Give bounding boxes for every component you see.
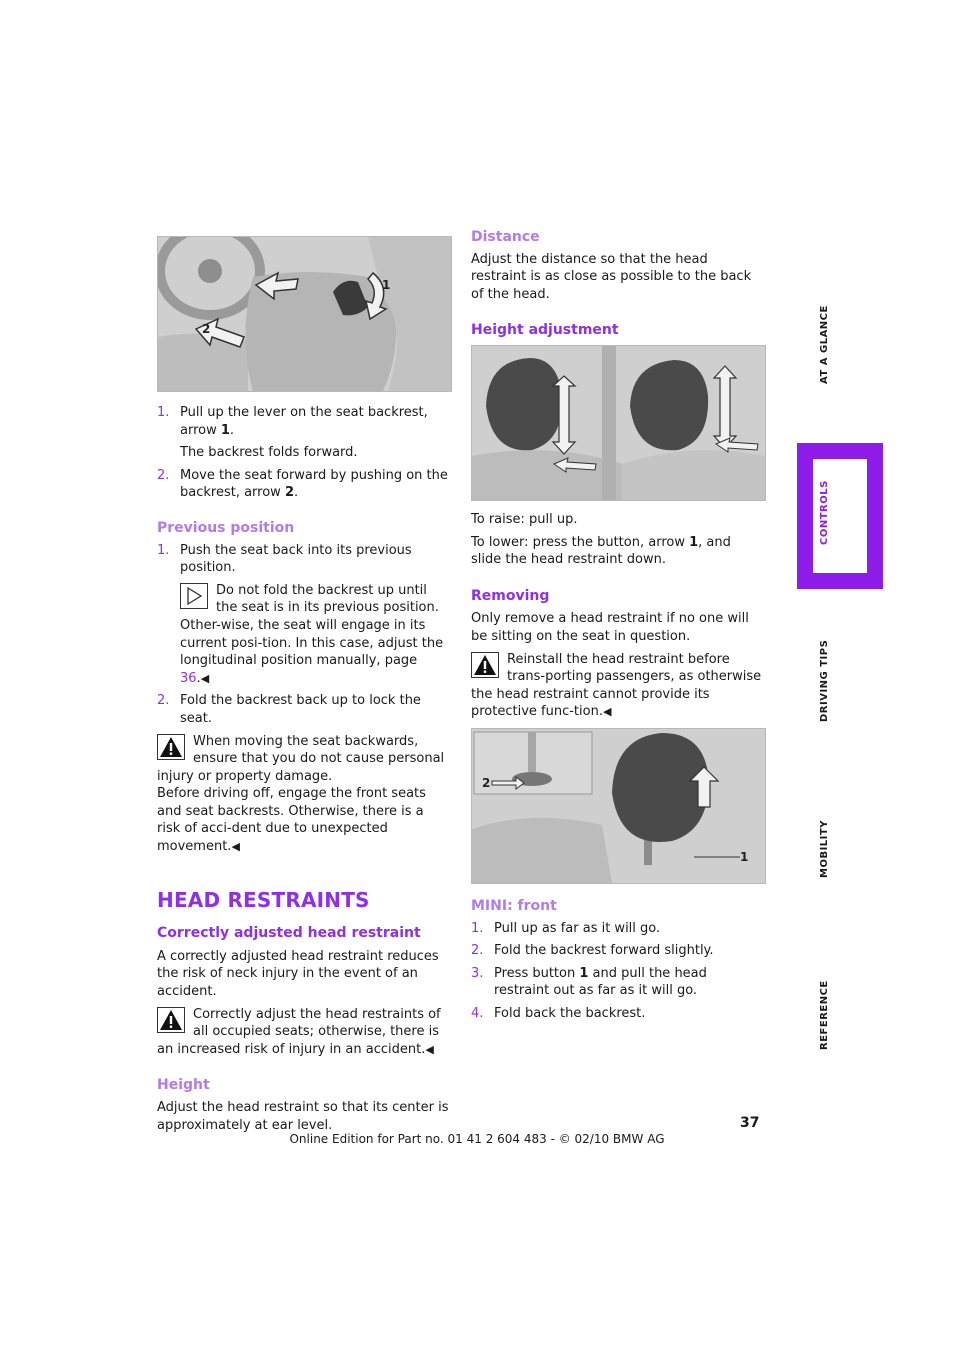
end-mark-icon: ◀ — [200, 671, 210, 685]
lower-text-end: , and slide the head restraint down. — [471, 534, 731, 568]
step-bold-ref: 1 — [220, 422, 230, 438]
remove-fig-label-2: 2 — [482, 775, 491, 790]
removing-heading: Removing — [471, 587, 550, 604]
mini-front-heading: MINI: front — [471, 897, 557, 914]
page-reference-link[interactable]: 36 — [180, 670, 197, 686]
correct-adjustment-text: A correctly adjusted head restraint reduces the risk of neck injury in the event of an accident. — [157, 948, 439, 1000]
left-column — [157, 236, 450, 1139]
info-note — [157, 582, 450, 688]
step-text-end: . — [229, 422, 235, 438]
note-text-end: . — [196, 670, 201, 686]
previous-position-steps-2 — [157, 692, 450, 727]
list-item — [157, 404, 450, 439]
list-item — [471, 942, 764, 960]
end-mark-icon: ◀ — [231, 840, 240, 854]
removing-text: Only remove a head restraint if no one will be sitting on the seat in question. — [471, 611, 749, 644]
page-number: 37 — [740, 1115, 760, 1131]
warning-text-2 — [157, 785, 450, 855]
seat-fig-label-1: 1 — [382, 278, 391, 292]
note-arrow-icon — [180, 583, 208, 609]
note-text: Do not fold the backrest up until the seat is in its previous position. Other-wise, the seat will engage in its current posi-tion. In this case, adjust the longitudinal position manually, page — [180, 582, 444, 669]
previous-position-heading: Previous position — [157, 519, 295, 536]
correct-adjustment-heading: Correctly adjusted head restraint — [157, 925, 421, 942]
step-bold-ref: 2 — [284, 485, 294, 501]
end-mark-icon: ◀ — [425, 1042, 434, 1056]
height-text: Adjust the head restraint so that its center is approximately at ear level. — [157, 1100, 449, 1133]
step-text: Fold the backrest forward slightly. — [494, 943, 714, 959]
warning-note-removing — [471, 651, 764, 721]
warning-text: When moving the seat backwards, ensure that you do not cause personal injury or property damage. — [157, 733, 445, 784]
tab-reference[interactable]: REFERENCE — [819, 980, 830, 1050]
lower-text-body: To lower: press the button, arrow — [471, 534, 690, 550]
raise-text: To raise: pull up. — [471, 511, 578, 527]
step-followup: The backrest folds forward. — [180, 445, 358, 461]
height-adjustment-illustration — [471, 345, 766, 501]
remove-fig-label-1: 1 — [740, 849, 749, 864]
warning-triangle-icon — [157, 734, 185, 760]
warning-triangle-icon — [471, 652, 499, 678]
list-item — [471, 1005, 764, 1023]
fold-seat-steps-2 — [157, 467, 450, 502]
height-heading: Height — [157, 1077, 210, 1094]
lower-text — [471, 534, 764, 569]
step-text: Pull up the lever on the seat backrest, arrow — [180, 405, 428, 438]
removing-illustration — [471, 728, 766, 884]
height-adjustment-heading: Height adjustment — [471, 322, 619, 339]
step-number: 1. — [157, 405, 170, 420]
tab-at-a-glance[interactable]: AT A GLANCE — [819, 305, 830, 384]
warning-text-2-body: Before driving off, engage the front seats and seat backrests. Otherwise, there is a risk of acci-dent due to unexpected movement. — [157, 786, 426, 855]
step-text: Move the seat forward by pushing on the backrest, arrow — [180, 467, 448, 501]
lower-bold-ref: 1 — [689, 534, 699, 550]
seat-fold-illustration — [157, 236, 452, 392]
list-item — [157, 467, 450, 502]
seat-fig-label-2: 2 — [202, 322, 211, 336]
warning-triangle-icon — [157, 1007, 185, 1033]
step-number: 2. — [157, 693, 170, 709]
step-number: 1. — [471, 920, 484, 936]
step-bold-ref: 1 — [579, 965, 589, 981]
list-item — [471, 965, 764, 1000]
previous-position-steps — [157, 542, 450, 577]
footer-edition: Online Edition for Part no. 01 41 2 604 483 - © 02/10 BMW AG — [289, 1132, 665, 1146]
step-text: Press button — [494, 965, 580, 981]
step-text-end: . — [294, 485, 299, 501]
mini-front-steps — [471, 920, 764, 1023]
warning-note-seat — [157, 733, 450, 786]
warning-text: Correctly adjust the head restraints of all occupied seats; otherwise, there is an increased risk of injury in an accident. — [157, 1006, 441, 1057]
step-text: Pull up as far as it will go. — [494, 920, 661, 936]
distance-text: Adjust the distance so that the head restraint is as close as possible to the back of the head. — [471, 251, 752, 302]
list-item — [471, 920, 764, 938]
distance-heading: Distance — [471, 229, 540, 245]
head-restraints-title: HEAD RESTRAINTS — [157, 887, 370, 912]
end-mark-icon: ◀ — [602, 705, 612, 719]
tab-driving-tips[interactable]: DRIVING TIPS — [819, 639, 830, 722]
step-number: 2. — [471, 943, 484, 959]
step-text: Fold back the backrest. — [494, 1005, 646, 1021]
step-number: 1. — [157, 542, 170, 558]
warning-text: Reinstall the head restraint before trans-porting passengers, as otherwise the head restraint cannot provide its protective func-tion. — [471, 651, 762, 720]
fold-seat-steps — [157, 404, 450, 439]
step-text: Push the seat back into its previous position. — [180, 542, 412, 576]
list-item — [157, 692, 450, 727]
step-text: Fold the backrest back up to lock the seat. — [180, 693, 421, 726]
step-number: 4. — [471, 1005, 484, 1021]
step-number: 2. — [157, 467, 170, 483]
step-text-end: and pull the head restraint out as far as it will go. — [494, 965, 707, 999]
warning-note-head — [157, 1006, 450, 1059]
tab-controls[interactable]: CONTROLS — [819, 480, 830, 545]
tab-mobility[interactable]: MOBILITY — [819, 820, 830, 878]
step-number: 3. — [471, 965, 484, 981]
list-item — [157, 542, 450, 577]
right-column — [471, 229, 764, 1027]
